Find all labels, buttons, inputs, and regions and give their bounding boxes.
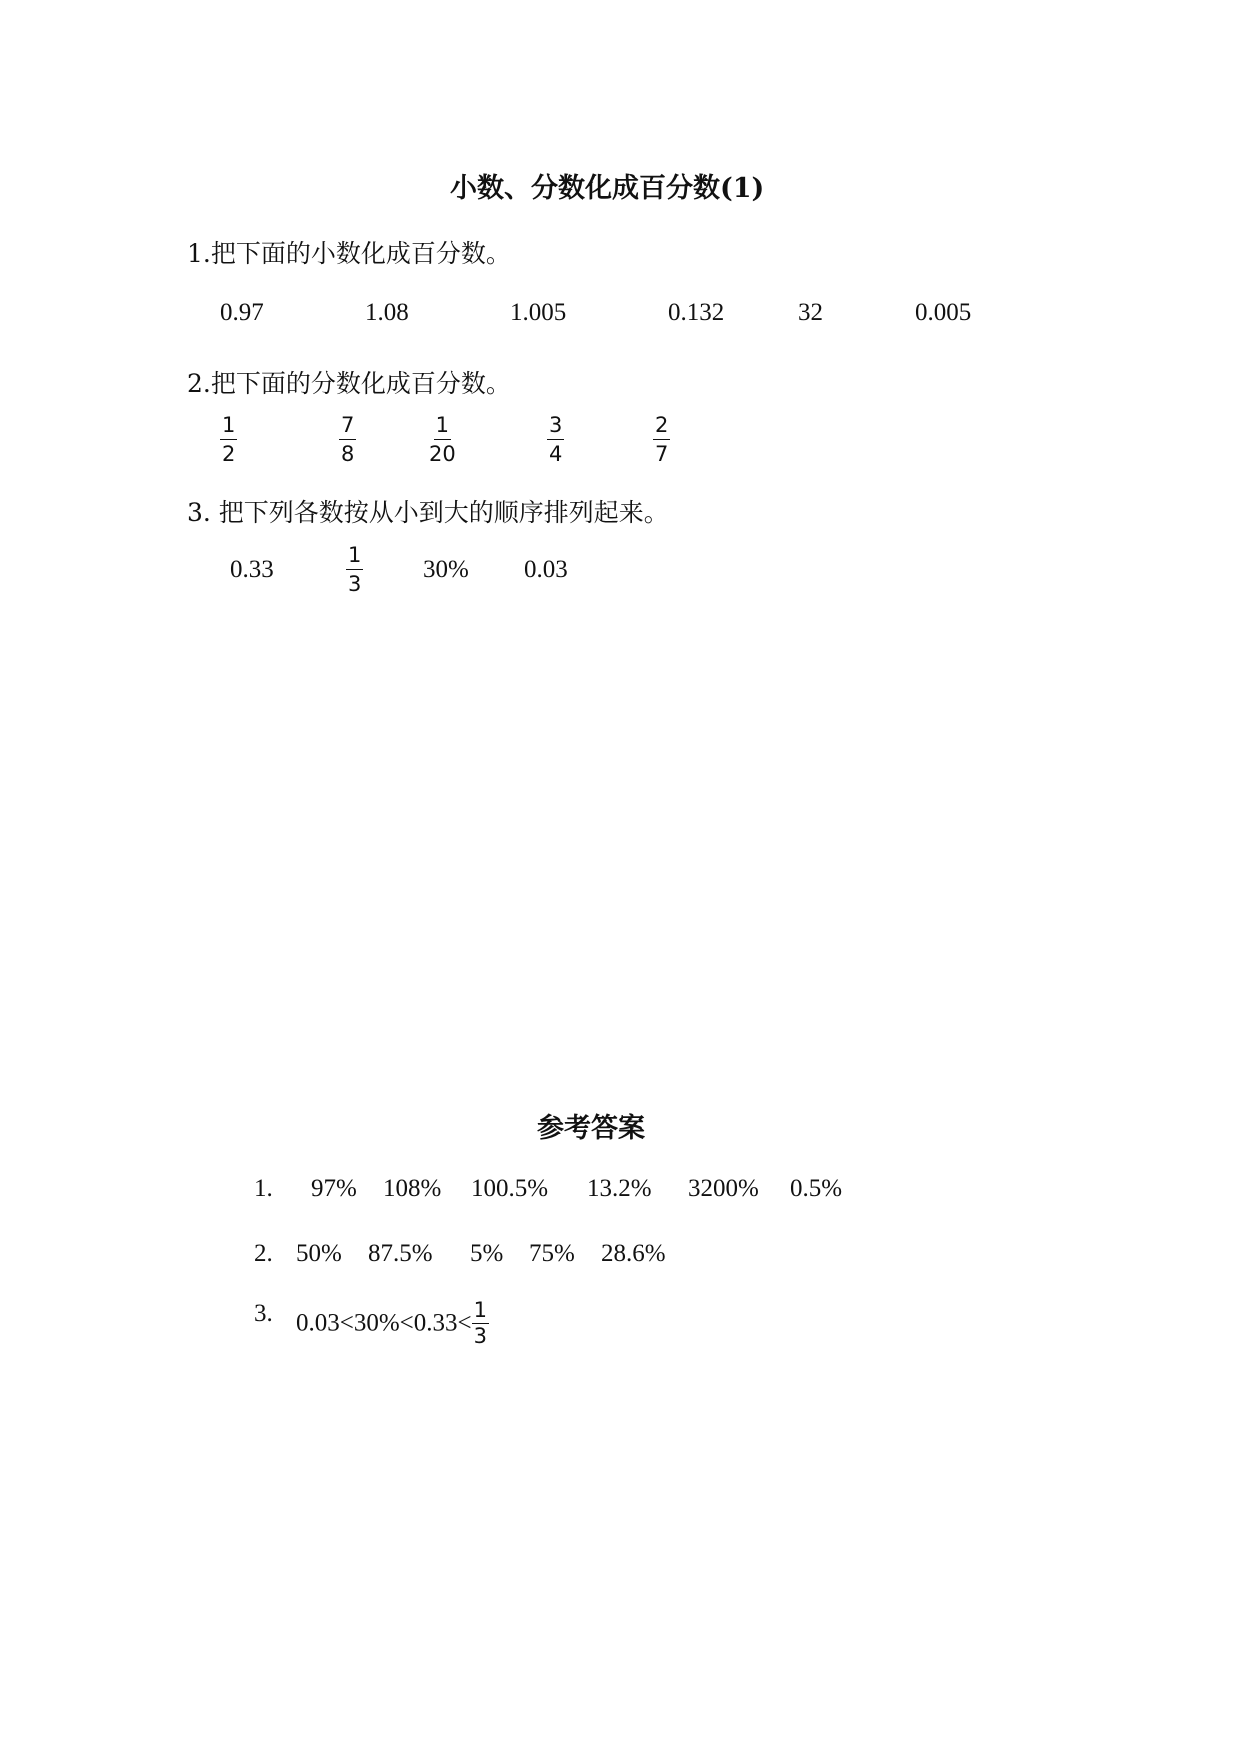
q1-decimal-item: 0.005 [915,299,972,326]
question-2-label: 2.把下面的分数化成百分数。 [187,369,511,398]
denominator: 3 [348,572,362,596]
question-1-label: 1.把下面的小数化成百分数。 [187,239,511,268]
answer-1-item: 108% [383,1175,442,1202]
numerator: 1 [346,542,363,570]
answer-1-item: 0.5% [790,1175,843,1202]
numerator: 7 [339,412,356,440]
denominator: 2 [222,442,236,466]
answer-3-line [296,1300,489,1350]
answer-3-text: 0.03<30%<0.33< [296,1309,472,1337]
denominator: 8 [341,442,355,466]
q1-decimal-item: 0.97 [220,299,264,326]
answer-2-item: 87.5% [368,1240,433,1267]
denominator: 3 [473,1324,487,1348]
page-title: 小数、分数化成百分数(1) [450,173,765,204]
q2-fraction [653,412,670,467]
q1-decimal-item: 32 [798,299,823,326]
answer-1-item: 100.5% [471,1175,549,1202]
question-3-label: 3. 把下列各数按从小到大的顺序排列起来。 [187,498,669,527]
q3-fraction [346,542,363,597]
answers-title: 参考答案 [537,1113,645,1144]
numerator: 3 [547,412,564,440]
denominator: 20 [429,442,456,466]
q1-decimal-item: 1.005 [510,299,567,326]
numerator: 1 [220,412,237,440]
q2-fraction [220,412,237,467]
answer-1-item: 97% [311,1175,357,1202]
numerator: 1 [473,1298,487,1322]
answer-1-number: 1. [254,1175,273,1202]
answer-2-item: 5% [470,1240,504,1267]
denominator: 4 [549,442,563,466]
answer-2-item: 75% [529,1240,575,1267]
q3-number-item: 0.33 [230,556,274,583]
q2-fraction [547,412,564,467]
q2-fraction [429,412,456,467]
q1-decimal-item: 1.08 [365,299,409,326]
numerator: 1 [434,412,451,440]
answer-1-item: 3200% [688,1175,759,1202]
answer-3-fraction [472,1298,489,1348]
denominator: 7 [655,442,669,466]
q3-number-item: 0.03 [524,556,568,583]
q2-fraction [339,412,356,467]
answer-1-item: 13.2% [587,1175,652,1202]
answer-2-item: 50% [296,1240,342,1267]
q1-decimal-item: 0.132 [668,299,725,326]
q3-number-item: 30% [423,556,469,583]
answer-3-number: 3. [254,1300,273,1327]
answer-2-number: 2. [254,1240,273,1267]
answer-2-item: 28.6% [601,1240,666,1267]
numerator: 2 [653,412,670,440]
